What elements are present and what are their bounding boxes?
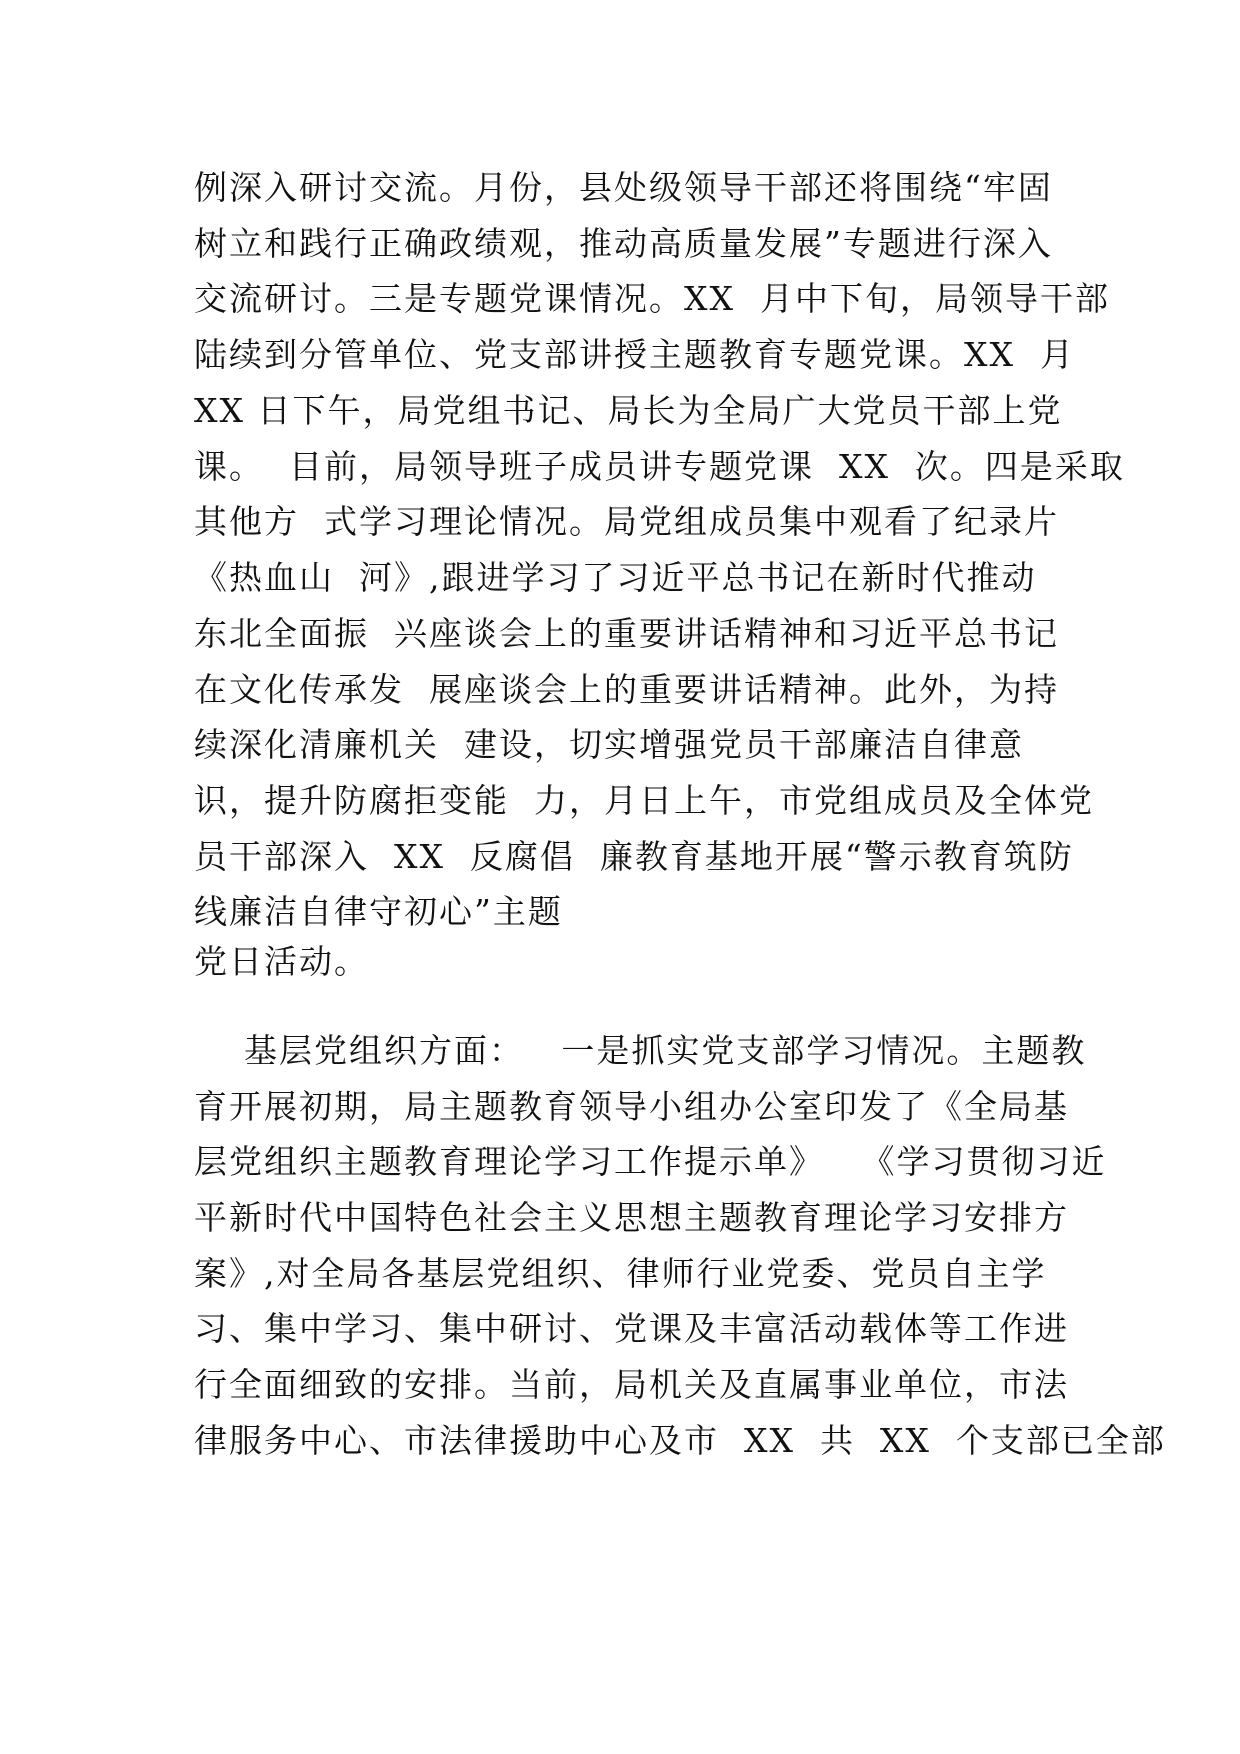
paragraph-line: 例深入研讨交流。月份，县处级领导干部还将围绕“牢固 [194,168,1053,207]
paragraph-line: 课。 目前，局领导班子成员讲专题党课 XX 次。四是采取 [194,447,1125,486]
paragraph-line: 律服务中心、市法律援助中心及市 XX 共 XX 个支部已全部 [194,1421,1166,1460]
paragraph-line: XX 日下午，局党组书记、局长为全局广大党员干部上党 [194,391,1063,430]
paragraph-line: 续深化清廉机关 建设，切实增强党员干部廉洁自律意 [194,725,1024,764]
paragraph-line: 平新时代中国特色社会主义思想主题教育理论学习安排方 [194,1198,1069,1237]
paragraph-line: 东北全面振 兴座谈会上的重要讲话精神和习近平总书记 [194,614,1059,653]
paragraph-line: 层党组织主题教育理论学习工作提示单》 《学习贯彻习近 [194,1142,1107,1181]
paragraph-line: 育开展初期，局主题教育领导小组办公室印发了《全局基 [194,1087,1069,1126]
paragraph-line: 行全面细致的安排。当前，局机关及直属事业单位，市法 [194,1365,1069,1404]
paragraph-line: 基层党组织方面： 一是抓实党支部学习情况。主题教 [194,1031,1087,1070]
paragraph-line: 党日活动。 [194,942,369,981]
paragraph-line: 员干部深入 XX 反腐倡 廉教育基地开展“警示教育筑防 [194,837,1074,876]
paragraph-line: 《热血山 河》,跟进学习了习近平总书记在新时代推动 [194,558,1037,597]
paragraph-line: 案》,对全局各基层党组织、律师行业党委、党员自主学 [194,1254,1047,1293]
paragraph-line: 线廉洁自律守初心”主题 [194,892,563,931]
paragraph-line: 交流研讨。三是专题党课情况。XX 月中下旬，局领导干部 [194,279,1110,318]
paragraph-line: 陆续到分管单位、党支部讲授主题教育专题党课。XX 月 [194,335,1075,374]
paragraph-line: 其他方 式学习理论情况。局党组成员集中观看了纪录片 [194,502,1059,541]
paragraph-line: 识，提升防腐拒变能 力，月日上午，市党组成员及全体党 [194,781,1094,820]
paragraph-line: 树立和践行正确政绩观，推动高质量发展”专题进行深入 [194,224,1053,263]
paragraph-line: 在文化传承发 展座谈会上的重要讲话精神。此外，为持 [194,670,1059,709]
paragraph-line: 习、集中学习、集中研讨、党课及丰富活动载体等工作进 [194,1309,1069,1348]
